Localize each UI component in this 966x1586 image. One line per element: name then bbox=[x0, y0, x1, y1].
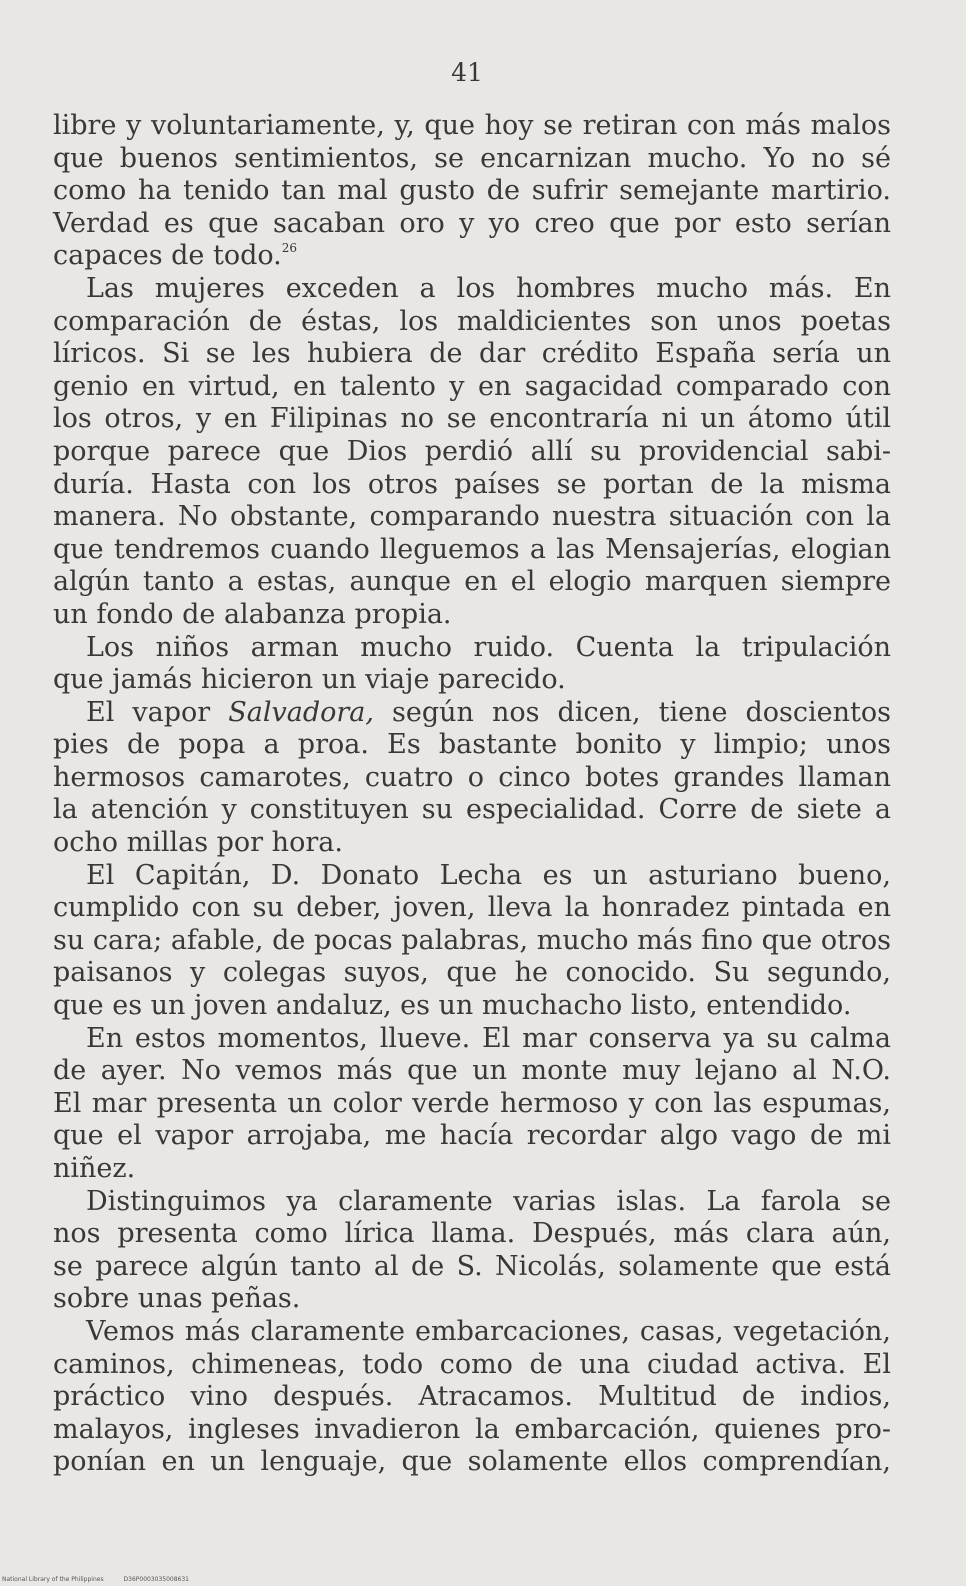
text-line: hermosos camarotes, cuatro o cinco botes grandes llaman bbox=[53, 761, 891, 793]
text-line: caminos, chimeneas, todo como de una ciudad activa. El bbox=[53, 1348, 891, 1380]
text-line: comparación de éstas, los maldicientes son unos poetas bbox=[53, 305, 891, 337]
text-segment: según nos dicen, tiene doscientos bbox=[373, 696, 891, 728]
text-line: pies de popa a proa. Es bastante bonito y limpio; unos bbox=[53, 729, 891, 761]
text-line bbox=[53, 240, 891, 273]
text-line: algún tanto a estas, aunque en el elogio marquen siempre bbox=[53, 566, 891, 598]
text-line: la atención y constituyen su especialidad. Corre de siete a bbox=[53, 794, 891, 826]
text-line: que el vapor arrojaba, me hacía recordar algo vago de mi bbox=[53, 1120, 891, 1152]
text-line: manera. No obstante, comparando nuestra situación con la bbox=[53, 501, 891, 533]
text-line: sobre unas peñas. bbox=[53, 1283, 301, 1315]
text-line: Vemos más claramente embarcaciones, casas, vegetación, bbox=[86, 1315, 891, 1347]
text-line: de ayer. No vemos más que un monte muy lejano al N.O. bbox=[53, 1055, 891, 1087]
text-line: cumplido con su deber, joven, lleva la honradez pintada en bbox=[53, 892, 891, 924]
text-segment: capaces de todo. bbox=[53, 240, 282, 272]
text-line: líricos. Si se les hubiera de dar crédito España sería un bbox=[53, 338, 891, 370]
text-line: porque parece que Dios perdió allí su providencial sabi- bbox=[53, 435, 891, 467]
text-line bbox=[53, 697, 891, 730]
body-text bbox=[53, 110, 891, 1479]
text-line: Las mujeres exceden a los hombres mucho más. En bbox=[86, 272, 891, 304]
text-line: Los niños arman mucho ruido. Cuenta la tripulación bbox=[86, 631, 891, 663]
scan-code: D36P0003035008631 bbox=[123, 1576, 189, 1583]
text-line: duría. Hasta con los otros países se portan de la misma bbox=[53, 468, 891, 500]
text-segment: El vapor bbox=[86, 696, 229, 728]
text-line: los otros, y en Filipinas no se encontraría ni un átomo útil bbox=[53, 403, 891, 435]
text-line: ponían en un lenguaje, que solamente ellos comprendían, bbox=[53, 1446, 891, 1478]
text-line: práctico vino después. Atracamos. Multitud de indios, bbox=[53, 1381, 891, 1413]
text-line: Distinguimos ya claramente varias islas. La farola se bbox=[86, 1185, 891, 1217]
text-line: que jamás hicieron un viaje parecido. bbox=[53, 664, 566, 696]
text-line: su cara; afable, de pocas palabras, mucho más fino que otros bbox=[53, 924, 891, 956]
ship-name: Salvadora, bbox=[228, 696, 374, 728]
text-line: ocho millas por hora. bbox=[53, 827, 343, 859]
text-line: nos presenta como lírica llama. Después, más clara aún, bbox=[53, 1218, 891, 1250]
text-line: niñez. bbox=[53, 1153, 136, 1184]
text-line: como ha tenido tan mal gusto de sufrir semejante martirio. bbox=[53, 175, 891, 207]
text-line: El Capitán, D. Donato Lecha es un asturiano bueno, bbox=[86, 859, 891, 891]
library-name: National Library of the Philippines bbox=[2, 1576, 104, 1583]
text-line: un fondo de alabanza propia. bbox=[53, 598, 452, 630]
scan-footer bbox=[2, 1576, 207, 1583]
text-line: paisanos y colegas suyos, que he conocido. Su segundo, bbox=[53, 957, 891, 989]
text-line: El mar presenta un color verde hermoso y con las espumas, bbox=[53, 1087, 891, 1119]
text-line: que buenos sentimientos, se encarnizan mucho. Yo no sé bbox=[53, 142, 891, 174]
text-line: se parece algún tanto al de S. Nicolás, solamente que está bbox=[53, 1250, 891, 1282]
text-line: genio en virtud, en talento y en sagacidad comparado con bbox=[53, 370, 891, 402]
footnote-reference: 26 bbox=[281, 241, 298, 256]
text-line: En estos momentos, llueve. El mar conserva ya su calma bbox=[86, 1022, 891, 1054]
text-line: Verdad es que sacaban oro y yo creo que por esto serían bbox=[53, 207, 891, 239]
text-line: libre y voluntariamente, y, que hoy se retiran con más malos bbox=[53, 110, 891, 141]
text-line: malayos, ingleses invadieron la embarcación, quienes pro- bbox=[53, 1413, 891, 1445]
text-line: que es un joven andaluz, es un muchacho listo, entendido. bbox=[53, 990, 852, 1022]
text-line: que tendremos cuando lleguemos a las Mensajerías, elogian bbox=[53, 533, 891, 565]
page-number: 41 bbox=[451, 58, 483, 87]
